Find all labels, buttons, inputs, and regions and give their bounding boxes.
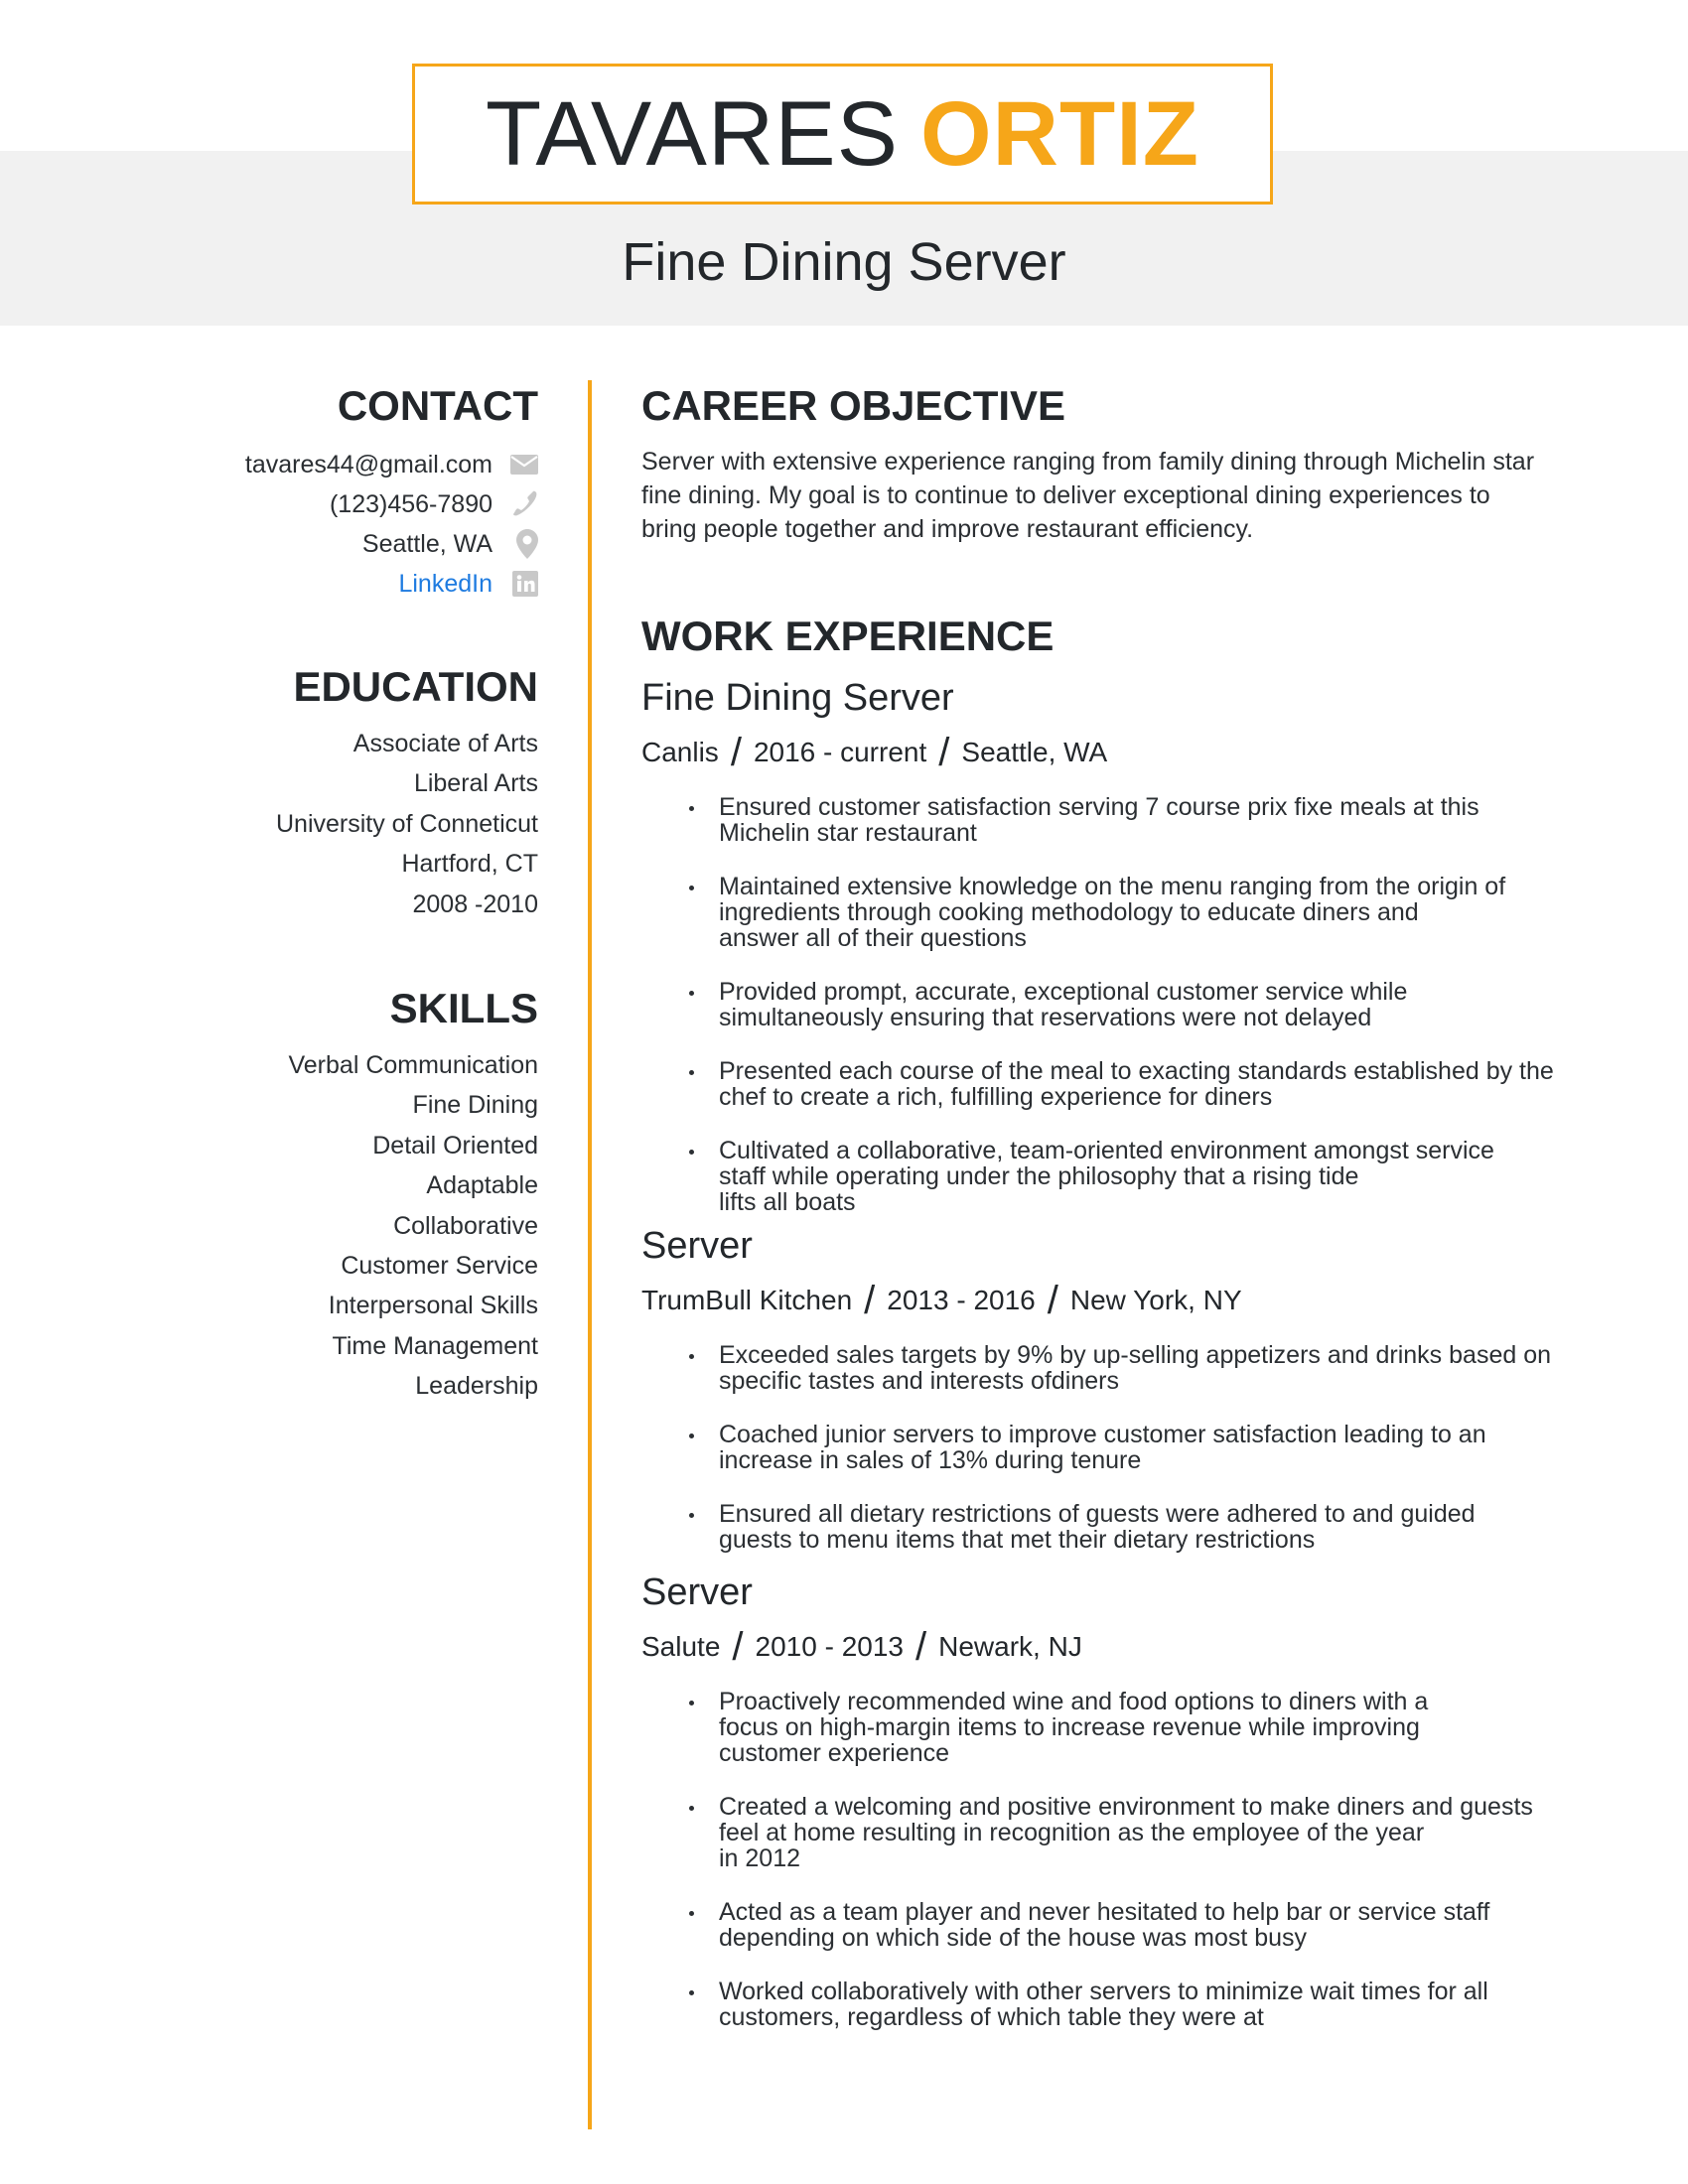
skills-section [119,985,538,1407]
skill-item: Customer Service [341,1251,538,1280]
job-dates: 2016 - current [753,737,927,767]
bullet-line: specific tastes and interests ofdiners [719,1367,1119,1395]
separator: / [915,1625,927,1669]
bullet-line: Provided prompt, accurate, exceptional customer service while [719,978,1408,1006]
bullet-line: feel at home resulting in recognition as the employee of the year [719,1819,1425,1846]
bullet-line: customer experience [719,1739,950,1767]
job-role: Server [641,1225,753,1267]
job-entry [641,1227,1624,1580]
job-company: Canlis [641,737,719,767]
skill-item: Detail Oriented [372,1131,538,1160]
skill-item: Collaborative [393,1211,538,1240]
first-name: TAVARES [486,83,899,185]
bullet-line: Presented each course of the meal to exacting standards established by the [719,1057,1554,1085]
phone-icon [498,488,538,520]
job-company: Salute [641,1631,721,1662]
job-company: TrumBull Kitchen [641,1285,853,1315]
job-location: New York, NY [1069,1285,1242,1315]
job-role: Server [641,1571,753,1613]
bullet-line: focus on high-margin items to increase revenue while improving [719,1713,1420,1741]
separator: / [1047,1279,1058,1322]
contact-location: Seattle, WA [361,529,492,558]
education-line: University of Conneticut [275,809,538,838]
skill-item: Leadership [415,1372,538,1401]
experience-heading: WORK EXPERIENCE [641,613,1055,659]
contact-phone-row [119,484,538,524]
bullet-line: Coached junior servers to improve customer satisfaction leading to an [719,1421,1486,1448]
skill-item: Fine Dining [412,1091,538,1120]
job-role: Fine Dining Server [641,677,954,719]
job-bullet [641,1689,1624,1766]
skill-item: Time Management [332,1331,538,1360]
job-title: Fine Dining Server [622,232,1066,292]
bullet-line: ingredients through cooking methodology to educate diners and [719,898,1419,926]
bullet-line: depending on which side of the house was most busy [719,1924,1308,1952]
name-box [412,64,1273,205]
contact-section [119,382,538,604]
bullet-line: lifts all boats [719,1188,856,1216]
job-bullet [641,1422,1624,1473]
job-bullet [641,1342,1624,1394]
bullet-line: guests to menu items that met their dietary restrictions [719,1526,1316,1554]
job-location: Seattle, WA [961,737,1108,767]
skill-item: Verbal Communication [288,1051,538,1079]
skill-item: Interpersonal Skills [328,1292,538,1320]
map-pin-icon [498,528,538,560]
job-dates: 2013 - 2016 [887,1285,1036,1315]
job-bullets [641,794,1624,1215]
contact-phone[interactable]: (123)456-7890 [329,489,492,518]
job-meta [641,1625,1624,1669]
bullet-line: answer all of their questions [719,924,1027,952]
bullet-line: Michelin star restaurant [719,819,977,847]
job-entry [641,679,1624,1243]
education-line: 2008 -2010 [412,889,538,918]
job-bullet [641,1899,1624,1951]
objective-section [641,382,1624,546]
objective-line: Server with extensive experience ranging from family dining through Michelin star [641,448,1535,476]
job-bullet [641,1501,1624,1553]
bullet-line: Cultivated a collaborative, team-oriented environment amongst service [719,1137,1494,1164]
column-divider [588,380,592,2129]
job-bullet [641,979,1624,1030]
job-entry [641,1573,1624,2058]
job-location: Newark, NJ [938,1631,1082,1662]
separator: / [864,1279,876,1322]
job-bullets [641,1689,1624,2030]
education-heading: EDUCATION [293,663,538,710]
bullet-line: Maintained extensive knowledge on the menu ranging from the origin of [719,873,1506,900]
experience-section [641,615,1624,657]
job-meta [641,731,1624,774]
bullet-line: staff while operating under the philosophy that a rising tide [719,1162,1359,1190]
objective-line: bring people together and improve restaurant efficiency. [641,515,1254,543]
job-bullet [641,874,1624,951]
job-meta [641,1279,1624,1322]
contact-email[interactable]: tavares44@gmail.com [244,450,492,478]
job-bullet [641,794,1624,846]
education-section [119,663,538,924]
objective-heading: CAREER OBJECTIVE [641,382,1066,429]
last-name: ORTIZ [920,83,1199,185]
bullet-line: increase in sales of 13% during tenure [719,1446,1142,1474]
bullet-line: Exceeded sales targets by 9% by up-selling appetizers and drinks based on [719,1341,1552,1369]
linkedin-link[interactable]: LinkedIn [398,569,492,598]
job-bullets [641,1342,1624,1553]
job-bullet [641,1138,1624,1215]
separator: / [732,1625,744,1669]
skills-heading: SKILLS [389,985,538,1031]
contact-heading: CONTACT [337,382,538,429]
linkedin-icon[interactable] [498,568,538,600]
bullet-line: in 2012 [719,1844,801,1872]
bullet-line: Ensured all dietary restrictions of guests were adhered to and guided [719,1500,1476,1528]
bullet-line: customers, regardless of which table they were at [719,2003,1264,2031]
bullet-line: Acted as a team player and never hesitated to help bar or service staff [719,1898,1490,1926]
objective-line: fine dining. My goal is to continue to deliver exceptional dining experiences to [641,481,1490,509]
education-line: Associate of Arts [352,730,538,757]
envelope-icon [498,449,538,480]
separator: / [730,731,742,774]
separator: / [938,731,950,774]
contact-location-row [119,524,538,564]
job-bullet [641,1058,1624,1110]
bullet-line: Proactively recommended wine and food options to diners with a [719,1688,1429,1715]
job-bullet [641,1794,1624,1871]
bullet-line: chef to create a rich, fulfilling experience for diners [719,1083,1273,1111]
education-line: Hartford, CT [401,850,538,879]
contact-email-row [119,445,538,484]
bullet-line: Created a welcoming and positive environment to make diners and guests [719,1793,1533,1821]
job-dates: 2010 - 2013 [755,1631,904,1662]
contact-linkedin-row [119,564,538,604]
bullet-line: Ensured customer satisfaction serving 7 course prix fixe meals at this [719,793,1479,821]
bullet-line: simultaneously ensuring that reservations were not delayed [719,1004,1372,1031]
job-bullet [641,1979,1624,2030]
bullet-line: Worked collaboratively with other servers to minimize wait times for all [719,1978,1488,2005]
education-line: Liberal Arts [413,769,538,798]
skill-item: Adaptable [426,1171,538,1200]
objective-text [641,445,1624,546]
